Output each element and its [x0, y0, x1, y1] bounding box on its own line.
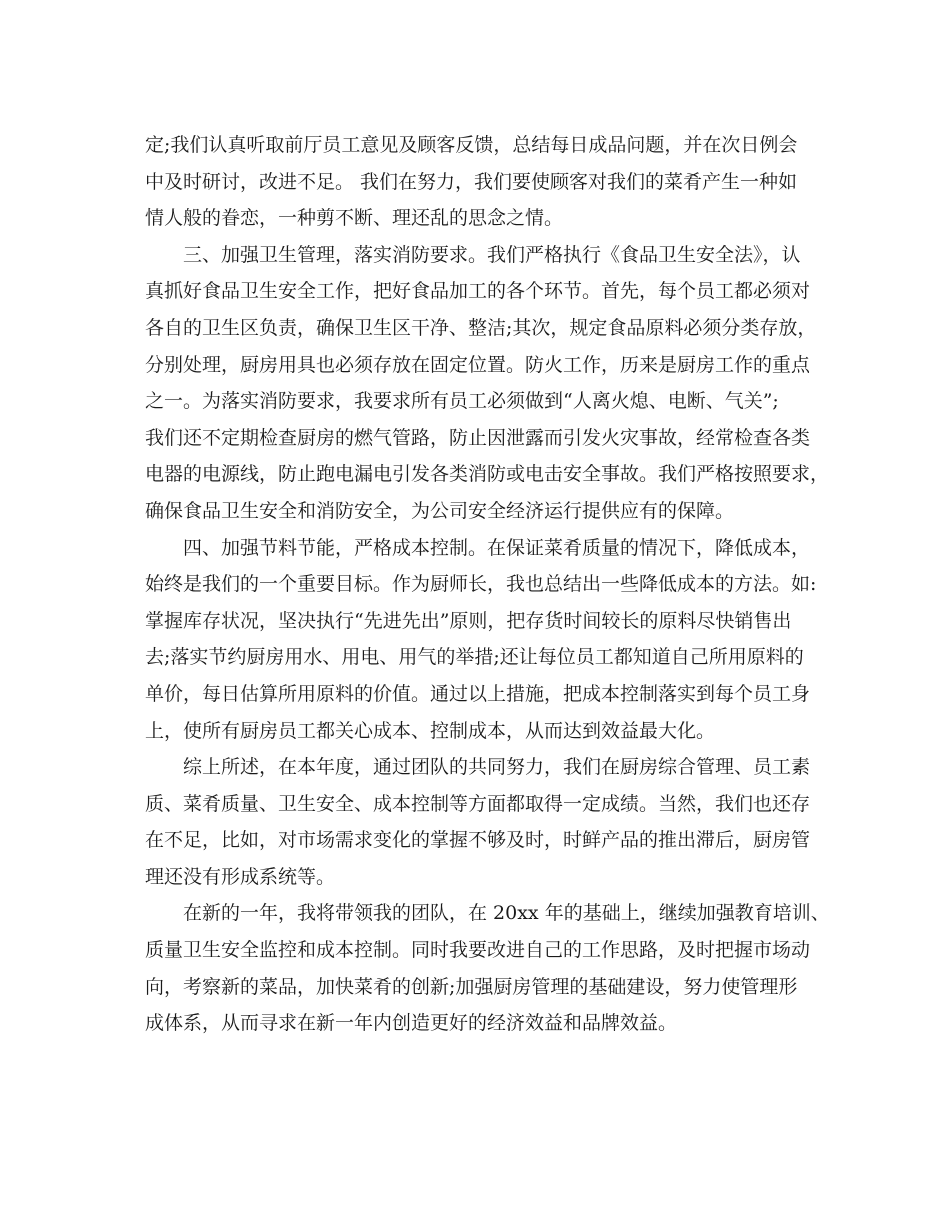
text-line: 质、菜肴质量、卫生安全、成本控制等方面都取得一定成绩。当然，我们也还存 [145, 792, 811, 815]
text-line: 在不足，比如，对市场需求变化的掌握不够及时，时鲜产品的推出滞后，厨房管 [145, 829, 811, 852]
text-line: 各自的卫生区负责，确保卫生区干净、整洁;其次，规定食品原料必须分类存放， [145, 316, 817, 339]
text-line: 我们还不定期检查厨房的燃气管路，防止因泄露而引发火灾事故，经常检查各类 [145, 426, 811, 449]
text-line: 理还没有形成系统等。 [145, 865, 336, 888]
paragraph-start-line: 三、加强卫生管理，落实消防要求。我们严格执行《食品卫生安全法》，认 [183, 243, 801, 266]
text-line: 分别处理，厨房用具也必须存放在固定位置。防火工作，历来是厨房工作的重点 [145, 353, 811, 376]
paragraph-start-line: 在新的一年，我将带领我的团队，在 20xx 年的基础上，继续加强教育培训、 [183, 902, 830, 925]
paragraph-start-line: 四、加强节料节能，严格成本控制。在保证菜肴质量的情况下，降低成本， [183, 536, 811, 559]
text-line: 向，考察新的菜品，加快菜肴的创新;加强厨房管理的基础建设，努力使管理形 [145, 975, 798, 998]
text-line: 电器的电源线，防止跑电漏电引发各类消防或电击安全事故。我们严格按照要求， [145, 463, 830, 486]
text-line: 成体系，从而寻求在新一年内创造更好的经济效益和品牌效益。 [145, 1012, 678, 1035]
text-line: 情人般的眷恋，一种剪不断、理还乱的思念之情。 [145, 207, 564, 230]
text-line: 始终是我们的一个重要目标。作为厨师长，我也总结出一些降低成本的方法。如: [145, 573, 817, 596]
text-line: 之一。为落实消防要求，我要求所有员工必须做到“人离火熄、电断、气关”; [145, 390, 779, 413]
text-line: 掌握库存状况，坚决执行“先进先出”原则，把存货时间较长的原料尽快销售出 [145, 609, 792, 632]
text-line: 上，使所有厨房员工都关心成本、控制成本，从而达到效益最大化。 [145, 719, 716, 742]
text-line: 单价，每日估算所用原料的价值。通过以上措施，把成本控制落实到每个员工身 [145, 682, 811, 705]
text-line: 质量卫生安全监控和成本控制。同时我要改进自己的工作思路，及时把握市场动 [145, 939, 811, 962]
text-line: 确保食品卫生安全和消防安全，为公司安全经济运行提供应有的保障。 [145, 499, 735, 522]
text-line: 去;落实节约厨房用水、用电、用气的举措;还让每位员工都知道自己所用原料的 [145, 646, 804, 669]
paragraph-start-line: 综上所述，在本年度，通过团队的共同努力，我们在厨房综合管理、员工素 [183, 756, 811, 779]
text-line: 定;我们认真听取前厅员工意见及顾客反馈，总结每日成品问题，并在次日例会 [145, 134, 798, 156]
document-body [145, 127, 830, 1042]
text-line: 中及时研讨，改进不足。 我们在努力，我们要使顾客对我们的菜肴产生一种如 [145, 170, 798, 193]
text-line: 真抓好食品卫生安全工作，把好食品加工的各个环节。首先，每个员工都必须对 [145, 280, 811, 303]
